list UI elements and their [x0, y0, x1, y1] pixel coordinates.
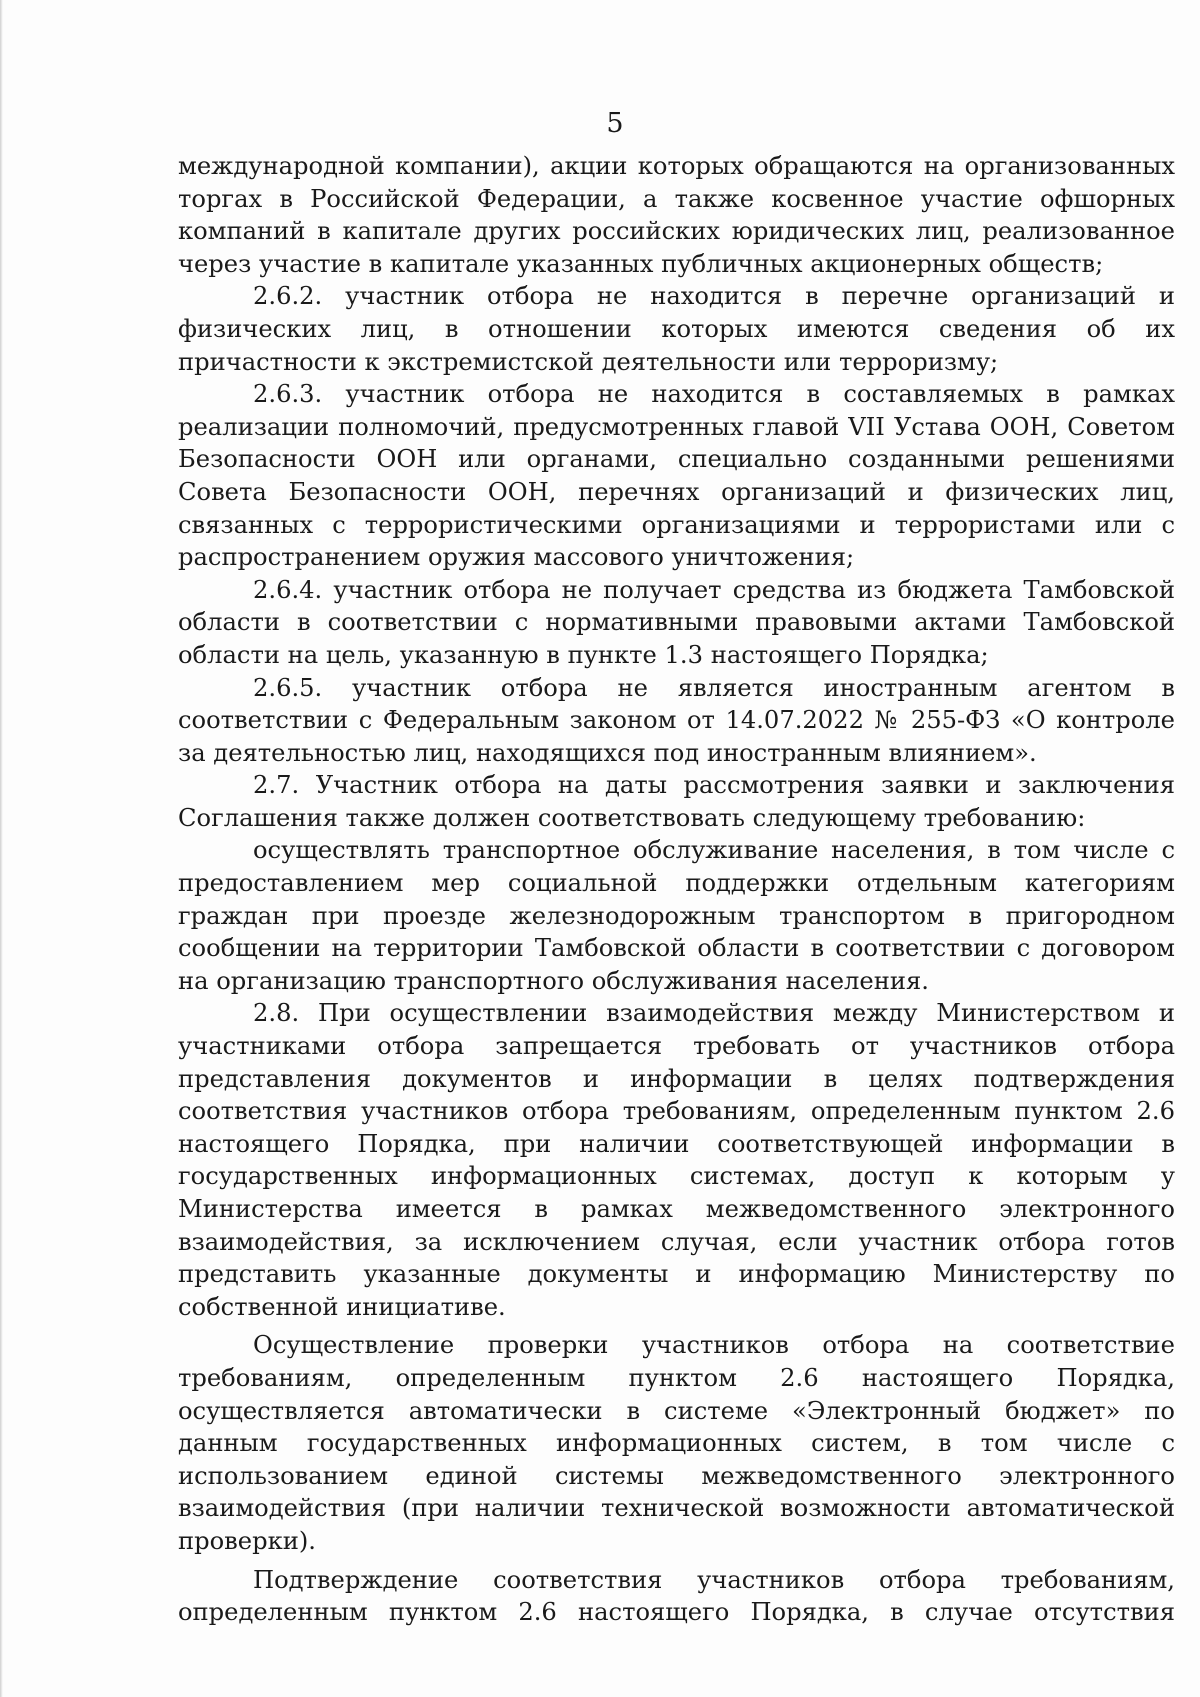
paragraph-confirmation: Подтверждение соответствия участников отбора требованиям, определенным пунктом 2.6 настоящего Порядка, в случае отсутствия	[178, 1565, 1175, 1627]
paragraph-2-6-3: 2.6.3. участник отбора не находится в составляемых в рамках реализации полномочий, предусмотренных главой VII Устава ООН, Советом Безопасности ООН или органами, специально созданными решениями Совета Безопасности ООН, перечнях организаций и физических лиц, связанных с террористическими организациями и террористами или с распространением оружия массового уничтожения;	[178, 380, 1175, 572]
paragraph-2-6-4: 2.6.4. участник отбора не получает средства из бюджета Тамбовской области в соответствии с нормативными правовыми актами Тамбовской области на цель, указанную в пункте 1.3 настоящего Порядка;	[178, 575, 1175, 669]
page-number: 5	[606, 108, 624, 139]
paragraph-verification: Осуществление проверки участников отбора на соответствие требованиям, определенным пунктом 2.6 настоящего Порядка, осуществляется автоматически в системе «Электронный бюджет» по данным государственных информационных систем, в том числе с использованием единой системы межведомственного электронного взаимодействия (при наличии технической возможности автоматической проверки).	[178, 1331, 1175, 1555]
document-body	[178, 150, 1175, 1629]
paragraph-2-7-requirement: осуществлять транспортное обслуживание населения, в том числе с предоставлением мер социальной поддержки отдельным категориям граждан при проезде железнодорожным транспортом в пригородном сообщении на территории Тамбовской области в соответствии с договором на организацию транспортного обслуживания населения.	[178, 836, 1175, 995]
paragraph-2-6-2: 2.6.2. участник отбора не находится в перечне организаций и физических лиц, в отношении которых имеются сведения об их причастности к экстремистской деятельности или терроризму;	[178, 282, 1175, 376]
paragraph-2-7: 2.7. Участник отбора на даты рассмотрения заявки и заключения Соглашения также должен соответствовать следующему требованию:	[178, 771, 1175, 832]
paragraph-continuation: международной компании), акции которых обращаются на организованных торгах в Российской Федерации, а также косвенное участие офшорных компаний в капитале других российских юридических лиц, реализованное через участие в капитале указанных публичных акционерных обществ;	[178, 152, 1175, 278]
paragraph-2-6-5: 2.6.5. участник отбора не является иностранным агентом в соответствии с Федеральным законом от 14.07.2022 № 255-ФЗ «О контроле за деятельностью лиц, находящихся под иностранным влиянием».	[178, 673, 1175, 767]
paragraph-2-8: 2.8. При осуществлении взаимодействия между Министерством и участниками отбора запрещается требовать от участников отбора представления документов и информации в целях подтверждения соответствия участников отбора требованиям, определенным пунктом 2.6 настоящего Порядка, при наличии соответствующей информации в государственных информационных системах, доступ к которым у Министерства имеется в рамках межведомственного электронного взаимодействия, за исключением случая, если участник отбора готов представить указанные документы и информацию Министерству по собственной инициативе.	[178, 999, 1175, 1321]
scan-edge	[0, 0, 3, 1697]
